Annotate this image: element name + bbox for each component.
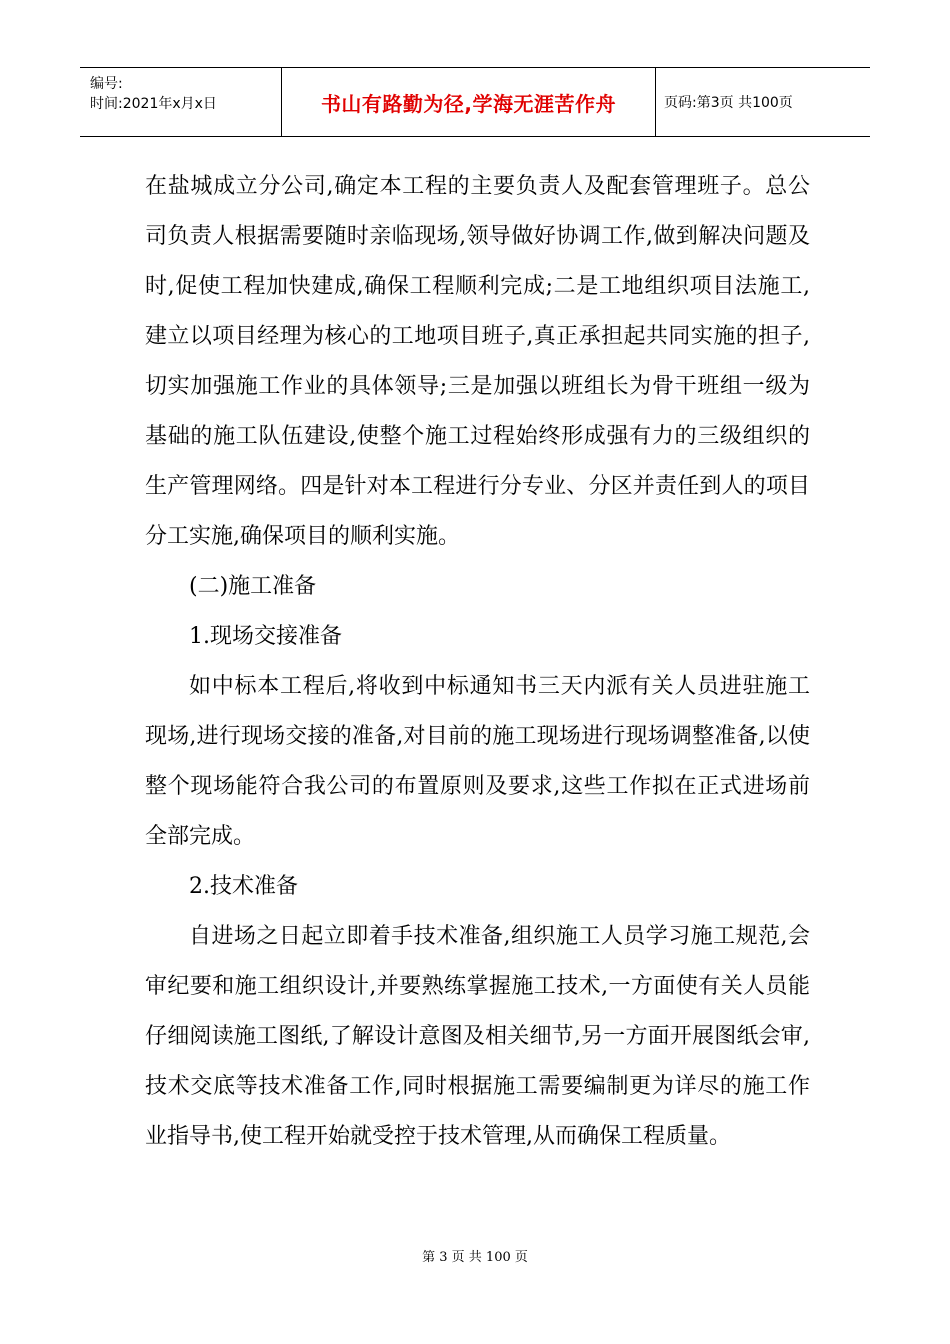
body-paragraph-site-handover: 如中标本工程后,将收到中标通知书三天内派有关人员进驻施工现场,进行现场交接的准备,对目前的施工现场进行现场调整准备,以使整个现场能符合我公司的布置原则及要求,这些工作拟在正式进场前全部完成。 [145, 674, 810, 849]
section-heading-construction-preparation: (二)施工准备 [189, 574, 317, 599]
body-paragraph-technical-preparation: 自进场之日起立即着手技术准备,组织施工人员学习施工规范,会审纪要和施工组织设计,并要熟练掌握施工技术,一方面使有关人员能仔细阅读施工图纸,了解设计意图及相关细节,另一方面开展图纸会审,技术交底等技术准备工作,同时根据施工需要编制更为详尽的施工作业指导书,使工程开始就受控于技术管理,从而确保工程质量。 [145, 924, 810, 1149]
header-meta [80, 68, 282, 136]
subsection-heading-site-handover: 1.现场交接准备 [189, 624, 342, 649]
body-paragraph-organization: 在盐城成立分公司,确定本工程的主要负责人及配套管理班子。总公司负责人根据需要随时亲临现场,领导做好协调工作,做到解决问题及时,促使工程加快建成,确保工程顺利完成;二是工地组织项目法施工,建立以项目经理为核心的工地项目班子,真正承担起共同实施的担子,切实加强施工作业的具体领导;三是加强以班组长为骨干班组一级为基础的施工队伍建设,使整个施工过程始终形成强有力的三级组织的生产管理网络。四是针对本工程进行分专业、分区并责任到人的项目分工实施,确保项目的顺利实施。 [145, 174, 810, 549]
document-number-label: 编号: [90, 76, 123, 92]
subsection-heading-technical-preparation: 2.技术准备 [189, 874, 298, 899]
document-body [145, 162, 810, 1162]
page-footer: 第 3 页 共 100 页 [422, 1250, 528, 1265]
header-motto: 书山有路勤为径,学海无涯苦作舟 [282, 68, 656, 136]
page-header [80, 67, 870, 137]
document-date: 时间:2021年x月x日 [90, 96, 217, 112]
header-page-code: 页码:第3页 共100页 [664, 95, 793, 111]
